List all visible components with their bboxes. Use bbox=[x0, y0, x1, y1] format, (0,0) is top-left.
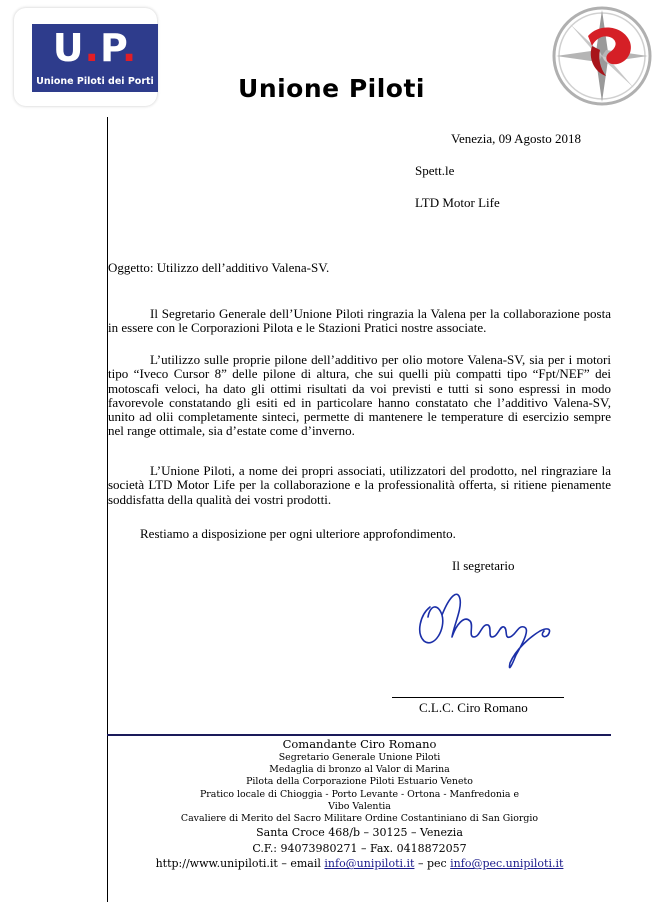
pec-label: – pec bbox=[414, 857, 451, 871]
letter-date: Venezia, 09 Agosto 2018 bbox=[451, 131, 581, 146]
handwritten-signature bbox=[412, 585, 562, 675]
footer-line: Cavaliere di Merito del Sacro Militare Ordine Costantiniano di San Giorgio bbox=[180, 813, 539, 825]
letter-salutation: Spett.le bbox=[415, 163, 455, 178]
footer-line: Vibo Valentia bbox=[328, 800, 391, 812]
letter-paragraph: L’utilizzo sulle proprie pilone dell’additivo per olio motore Valena-SV, sia per i motori tipo “Iveco Cursor 8” delle pilone di altura, che sui quelli più compatti tipo “Fpt/NEF” dei motoscafi veloci, ha dato gli ottimi risultati da voi previsti e tutti si sono espressi in modo favorevole constatando gli esiti ed in particolare hanno constatato che l’additivo Valena-SV, unito ad olii completamente sinteci, permette di mantenere le temperature di esercizio sempre nel range ottimale, sia d’estate come d’inverno. bbox=[108, 352, 611, 439]
footer-line: Pratico locale di Chioggia - Porto Levante - Ortona - Manfredonia e bbox=[199, 788, 520, 800]
letter-paragraph: L’Unione Piloti, a nome dei propri associati, utilizzatori del prodotto, nel ringraziare la società LTD Motor Life per la collaborazione e la professionalità offerta, si ritiene pienamente soddisfatta della qualità dei vostri prodotti. bbox=[108, 463, 611, 507]
footer-line: Segretario Generale Unione Piloti bbox=[278, 752, 441, 763]
letter-subject: Oggetto: Utilizzo dell’additivo Valena-SV. bbox=[108, 260, 330, 275]
logo-letters bbox=[32, 28, 158, 68]
website-text: http://www.unipiloti.it bbox=[155, 857, 278, 871]
logo-dot: . bbox=[84, 26, 100, 70]
email-label: – email bbox=[277, 857, 325, 871]
signatory-name: C.L.C. Ciro Romano bbox=[419, 700, 528, 715]
logo-letter-p: P bbox=[99, 26, 122, 70]
signoff-role: Il segretario bbox=[452, 558, 515, 573]
letter-recipient: LTD Motor Life bbox=[415, 195, 500, 210]
logo-dot: . bbox=[121, 26, 138, 70]
footer-name: Comandante Ciro Romano bbox=[282, 737, 437, 751]
letter-paragraph: Il Segretario Generale dell’Unione Piloti ringrazia la Valena per la collaborazione posta in essere con le Corporazioni Pilota e le Stazioni Pratici nostre associate. bbox=[108, 306, 611, 336]
footer bbox=[108, 737, 611, 872]
email-link[interactable]: info@unipiloti.it bbox=[324, 857, 415, 871]
signature-line bbox=[392, 697, 564, 698]
pec-link[interactable]: info@pec.unipiloti.it bbox=[450, 857, 564, 871]
footer-line: Medaglia di bronzo al Valor di Marina bbox=[269, 764, 450, 776]
footer-divider bbox=[107, 734, 611, 736]
page-title: Unione Piloti bbox=[238, 74, 425, 103]
footer-address: Santa Croce 468/b – 30125 – Venezia bbox=[256, 826, 463, 840]
footer-contacts bbox=[108, 856, 611, 872]
footer-line: Pilota della Corporazione Piloti Estuario Veneto bbox=[246, 776, 473, 788]
logo-letter-u: U bbox=[52, 26, 85, 70]
letter-paragraph: Restiamo a disposizione per ogni ulteriore approfondimento. bbox=[140, 526, 456, 541]
footer-fiscal: C.F.: 94073980271 – Fax. 0418872057 bbox=[252, 841, 467, 855]
logo-subtitle: Unione Piloti dei Porti bbox=[36, 76, 154, 87]
